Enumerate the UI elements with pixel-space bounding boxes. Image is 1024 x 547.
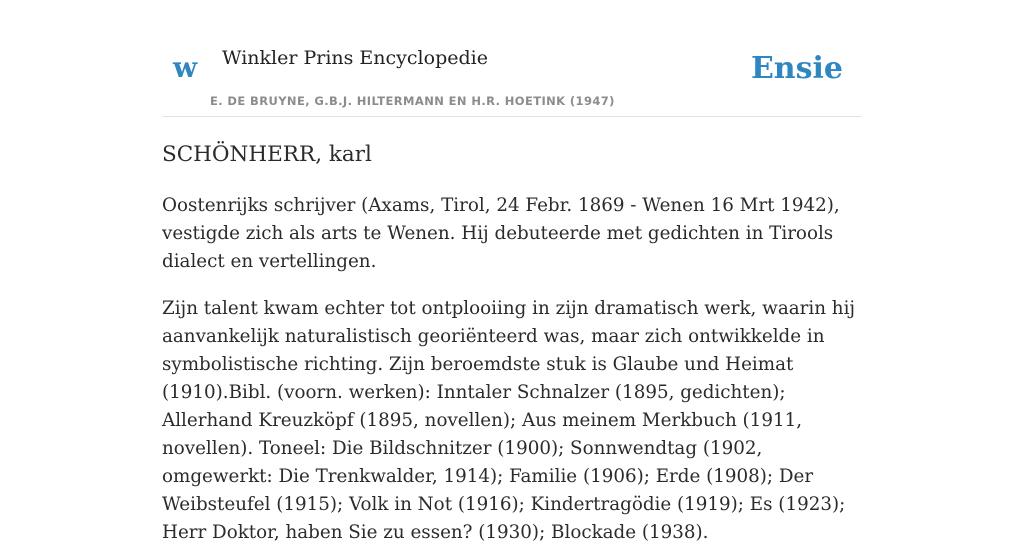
article-title: SCHÖNHERR, karl — [162, 142, 372, 167]
source-header — [162, 0, 862, 117]
ensie-logo[interactable]: Ensie — [750, 51, 843, 86]
winkler-prins-logo-icon[interactable]: w — [173, 51, 198, 84]
article-paragraph: Oostenrijks schrijver (Axams, Tirol, 24 Febr. 1869 - Wenen 16 Mrt 1942), vestigde zich als arts te Wenen. Hij debuteerde met gedichten in Tirools dialect en vertellingen. — [162, 195, 840, 272]
article-paragraph: Zijn talent kwam echter tot ontplooiing in zijn dramatisch werk, waarin hij aanvankelijk naturalistisch georiënteerd was, maar zich ontwikkelde in symbolistische richting. Zijn beroemdste stuk is Glaube und Heimat (1910).Bibl. (voorn. werken): Inntaler Schnalzer (1895, gedichten); Allerhand Kreuzköpf (1895, novellen); Aus meinem Merkbuch (1911, novellen). Toneel: Die Bildschnitzer (1900); Sonnwendtag (1902, omgewerkt: Die Trenkwalder, 1914); Familie (1906); Erde (1908); Der Weibsteufel (1915); Volk in Not (1916); Kindertragödie (1919); Es (1923); Herr Doktor, haben Sie zu essen? (1930); Blockade (1938). — [162, 298, 856, 543]
source-authors: E. DE BRUYNE, G.B.J. HILTERMANN EN H.R. HOETINK (1947) — [210, 94, 615, 108]
article — [162, 139, 862, 547]
source-title[interactable]: Winkler Prins Encyclopedie — [222, 47, 488, 69]
